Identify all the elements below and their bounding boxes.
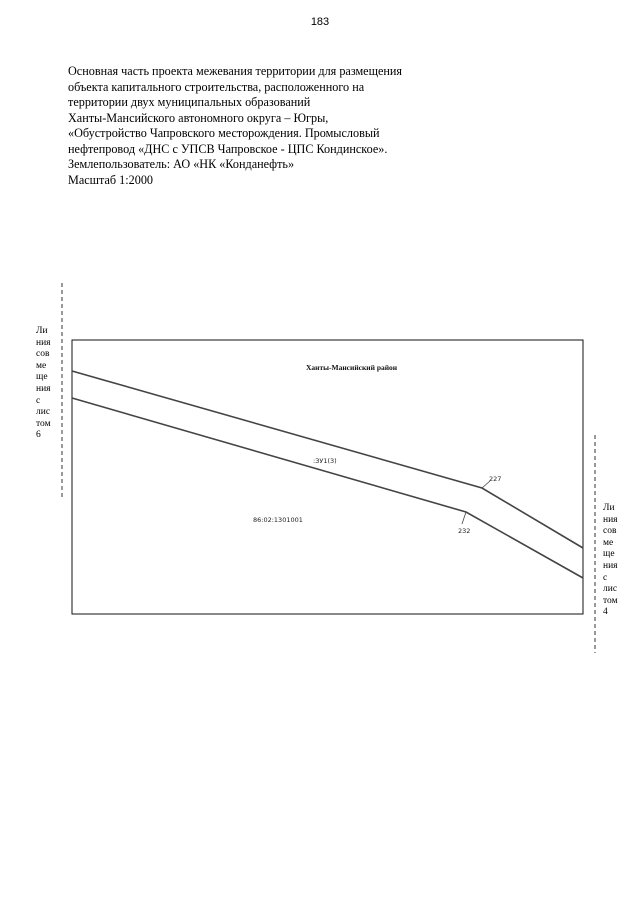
label-fragment: 4: [603, 607, 608, 618]
label-fragment: лис: [603, 584, 618, 595]
header-line: нефтепровод «ДНС с УПСВ Чапровское - ЦПС Кондинское».: [68, 141, 388, 156]
label-fragment: том: [603, 595, 618, 606]
header-line: Землепользователь: АО «НК «Конданефть»: [68, 157, 295, 171]
cadastral-block-label: 86:02:1301001: [253, 516, 303, 524]
label-fragment: том: [36, 418, 51, 429]
label-fragment: сов: [603, 526, 617, 537]
scale-line: Масштаб 1:2000: [68, 172, 154, 187]
label-fragment: ния: [36, 383, 51, 394]
label-fragment: ния: [603, 560, 618, 571]
label-fragment: 6: [36, 430, 41, 441]
header-line: «Обустройство Чапровского месторождения. Промысловый: [68, 126, 380, 140]
label-fragment: лис: [36, 407, 51, 418]
label-fragment: ния: [36, 337, 51, 348]
point-232-leader: [462, 512, 466, 524]
label-fragment: с: [36, 395, 41, 406]
point-227-label: 227: [489, 475, 502, 483]
parcel-label: :ЗУ1(3): [313, 457, 337, 465]
label-fragment: ния: [603, 514, 618, 525]
label-fragment: ще: [36, 372, 48, 383]
point-232-label: 232: [458, 527, 471, 535]
header-line: территории двух муниципальных образований: [68, 95, 311, 109]
label-fragment: Ли: [603, 503, 615, 513]
header-line: Ханты-Мансийского автономного округа – Югры,: [68, 110, 329, 125]
page-number: 183: [310, 16, 330, 28]
map-frame: [72, 340, 583, 614]
label-fragment: Ли: [36, 326, 48, 336]
label-fragment: ме: [36, 360, 47, 371]
district-label: Ханты-Мансийский район: [306, 363, 398, 372]
label-fragment: ме: [603, 537, 614, 548]
header-line: Основная часть проекта межевания территории для размещения: [68, 64, 403, 78]
parcel-boundary-lower: [72, 398, 583, 578]
label-fragment: с: [603, 572, 608, 583]
label-fragment: сов: [36, 349, 50, 360]
label-fragment: ще: [603, 549, 615, 560]
header-line: объекта капитального строительства, расположенного на: [68, 79, 365, 94]
